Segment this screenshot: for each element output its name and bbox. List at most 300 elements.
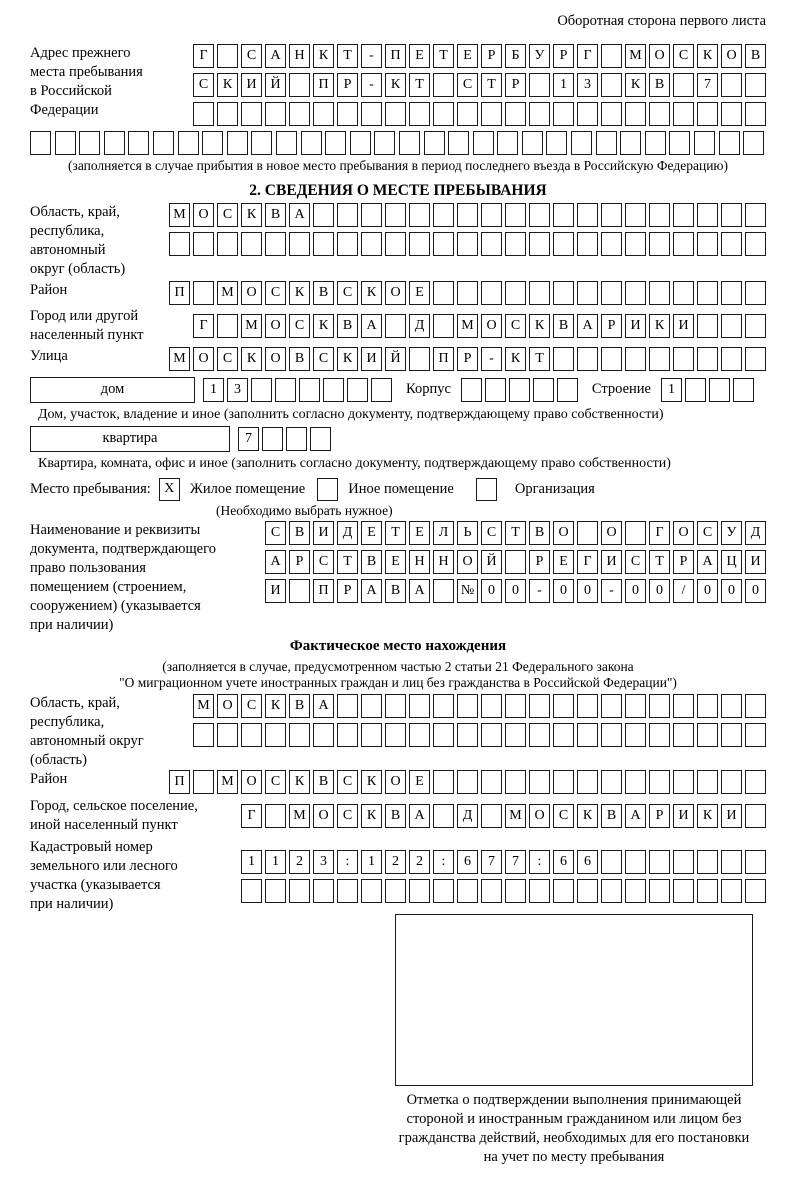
char-cell[interactable]: 2 xyxy=(409,850,430,874)
char-cell[interactable] xyxy=(481,203,502,227)
char-cell[interactable] xyxy=(193,232,214,256)
char-cell[interactable]: О xyxy=(265,347,286,371)
char-cell[interactable] xyxy=(625,232,646,256)
char-cell[interactable] xyxy=(153,131,174,155)
char-cell[interactable] xyxy=(457,281,478,305)
char-cell[interactable]: О xyxy=(241,770,262,794)
char-cell[interactable]: 7 xyxy=(697,73,718,97)
char-cell[interactable] xyxy=(625,879,646,903)
char-cell[interactable]: 0 xyxy=(553,579,574,603)
char-cell[interactable]: - xyxy=(529,579,550,603)
char-cell[interactable] xyxy=(553,347,574,371)
char-cell[interactable] xyxy=(262,427,283,451)
char-cell[interactable]: Н xyxy=(409,550,430,574)
char-cell[interactable] xyxy=(745,203,766,227)
char-cell[interactable]: Е xyxy=(409,44,430,68)
char-cell[interactable] xyxy=(457,203,478,227)
char-cell[interactable] xyxy=(505,281,526,305)
char-cell[interactable]: А xyxy=(361,314,382,338)
char-cell[interactable] xyxy=(337,723,358,747)
char-cell[interactable] xyxy=(481,694,502,718)
char-cell[interactable] xyxy=(522,131,543,155)
char-cell[interactable]: 3 xyxy=(577,73,598,97)
char-cell[interactable]: О xyxy=(313,804,334,828)
char-cell[interactable]: 6 xyxy=(457,850,478,874)
char-cell[interactable] xyxy=(649,879,670,903)
char-cell[interactable] xyxy=(685,378,706,402)
char-cell[interactable]: А xyxy=(265,550,286,574)
char-cell[interactable]: Д xyxy=(745,521,766,545)
char-cell[interactable]: С xyxy=(337,281,358,305)
char-cell[interactable]: В xyxy=(265,203,286,227)
char-cell[interactable] xyxy=(385,723,406,747)
char-cell[interactable] xyxy=(457,694,478,718)
char-cell[interactable] xyxy=(265,723,286,747)
char-cell[interactable] xyxy=(694,131,715,155)
char-cell[interactable]: Д xyxy=(337,521,358,545)
char-cell[interactable] xyxy=(241,723,262,747)
char-cell[interactable] xyxy=(601,694,622,718)
char-cell[interactable] xyxy=(577,203,598,227)
char-cell[interactable] xyxy=(128,131,149,155)
char-cell[interactable]: Р xyxy=(505,73,526,97)
char-cell[interactable] xyxy=(553,281,574,305)
char-cell[interactable] xyxy=(217,102,238,126)
char-cell[interactable]: В xyxy=(289,521,310,545)
char-cell[interactable]: П xyxy=(433,347,454,371)
char-cell[interactable] xyxy=(673,73,694,97)
char-cell[interactable] xyxy=(265,232,286,256)
char-cell[interactable]: О xyxy=(193,203,214,227)
char-cell[interactable] xyxy=(673,203,694,227)
char-cell[interactable] xyxy=(697,723,718,747)
char-cell[interactable]: А xyxy=(409,804,430,828)
char-cell[interactable] xyxy=(721,347,742,371)
char-cell[interactable]: У xyxy=(721,521,742,545)
char-cell[interactable] xyxy=(385,879,406,903)
char-cell[interactable] xyxy=(529,723,550,747)
char-cell[interactable] xyxy=(193,770,214,794)
char-cell[interactable] xyxy=(409,879,430,903)
char-cell[interactable]: В xyxy=(361,550,382,574)
char-cell[interactable]: С xyxy=(313,550,334,574)
char-cell[interactable] xyxy=(529,203,550,227)
char-cell[interactable]: 3 xyxy=(313,850,334,874)
char-cell[interactable]: О xyxy=(649,44,670,68)
char-cell[interactable] xyxy=(275,378,296,402)
char-cell[interactable] xyxy=(325,131,346,155)
char-cell[interactable] xyxy=(673,723,694,747)
char-cell[interactable] xyxy=(448,131,469,155)
char-cell[interactable] xyxy=(649,694,670,718)
char-cell[interactable]: К xyxy=(577,804,598,828)
char-cell[interactable] xyxy=(601,850,622,874)
checkbox-inoe-pomeshchenie[interactable] xyxy=(317,478,338,501)
char-cell[interactable] xyxy=(553,694,574,718)
char-cell[interactable] xyxy=(697,347,718,371)
char-cell[interactable] xyxy=(361,102,382,126)
char-cell[interactable] xyxy=(217,723,238,747)
char-cell[interactable] xyxy=(433,804,454,828)
char-cell[interactable] xyxy=(289,73,310,97)
char-cell[interactable] xyxy=(265,102,286,126)
char-cell[interactable]: Г xyxy=(577,44,598,68)
char-cell[interactable] xyxy=(361,694,382,718)
char-cell[interactable] xyxy=(697,694,718,718)
char-cell[interactable]: О xyxy=(721,44,742,68)
char-cell[interactable]: У xyxy=(529,44,550,68)
char-cell[interactable] xyxy=(721,850,742,874)
char-cell[interactable] xyxy=(721,203,742,227)
char-cell[interactable] xyxy=(721,770,742,794)
char-cell[interactable] xyxy=(461,378,482,402)
char-cell[interactable] xyxy=(55,131,76,155)
char-cell[interactable] xyxy=(505,102,526,126)
char-cell[interactable] xyxy=(697,770,718,794)
char-cell[interactable]: 7 xyxy=(238,427,259,451)
char-cell[interactable] xyxy=(577,879,598,903)
char-cell[interactable]: К xyxy=(313,314,334,338)
char-cell[interactable]: Р xyxy=(337,579,358,603)
char-cell[interactable] xyxy=(310,427,331,451)
char-cell[interactable]: О xyxy=(673,521,694,545)
char-cell[interactable] xyxy=(505,879,526,903)
char-cell[interactable]: 2 xyxy=(289,850,310,874)
char-cell[interactable] xyxy=(553,879,574,903)
char-cell[interactable] xyxy=(289,579,310,603)
char-cell[interactable] xyxy=(289,879,310,903)
char-cell[interactable] xyxy=(505,203,526,227)
char-cell[interactable] xyxy=(546,131,567,155)
char-cell[interactable] xyxy=(485,378,506,402)
char-cell[interactable]: В xyxy=(313,281,334,305)
char-cell[interactable] xyxy=(481,723,502,747)
char-cell[interactable]: И xyxy=(673,804,694,828)
char-cell[interactable]: М xyxy=(241,314,262,338)
char-cell[interactable] xyxy=(337,879,358,903)
char-cell[interactable] xyxy=(202,131,223,155)
char-cell[interactable]: М xyxy=(169,347,190,371)
char-cell[interactable]: С xyxy=(289,314,310,338)
char-cell[interactable]: 0 xyxy=(721,579,742,603)
char-cell[interactable] xyxy=(601,723,622,747)
char-cell[interactable]: Е xyxy=(409,521,430,545)
char-cell[interactable]: Т xyxy=(337,44,358,68)
char-cell[interactable] xyxy=(553,723,574,747)
char-cell[interactable] xyxy=(745,102,766,126)
char-cell[interactable] xyxy=(745,723,766,747)
char-cell[interactable]: 1 xyxy=(553,73,574,97)
char-cell[interactable]: В xyxy=(289,694,310,718)
char-cell[interactable]: 2 xyxy=(385,850,406,874)
char-cell[interactable] xyxy=(553,770,574,794)
char-cell[interactable] xyxy=(625,281,646,305)
char-cell[interactable]: А xyxy=(697,550,718,574)
char-cell[interactable]: Д xyxy=(409,314,430,338)
char-cell[interactable] xyxy=(217,314,238,338)
char-cell[interactable]: А xyxy=(625,804,646,828)
char-cell[interactable]: О xyxy=(385,770,406,794)
char-cell[interactable]: Й xyxy=(481,550,502,574)
char-cell[interactable] xyxy=(299,378,320,402)
char-cell[interactable] xyxy=(337,694,358,718)
char-cell[interactable]: 7 xyxy=(505,850,526,874)
char-cell[interactable] xyxy=(625,850,646,874)
char-cell[interactable] xyxy=(673,850,694,874)
char-cell[interactable]: Ц xyxy=(721,550,742,574)
char-cell[interactable] xyxy=(697,203,718,227)
char-cell[interactable] xyxy=(697,232,718,256)
char-cell[interactable] xyxy=(350,131,371,155)
char-cell[interactable] xyxy=(217,44,238,68)
char-cell[interactable]: К xyxy=(289,770,310,794)
char-cell[interactable]: 1 xyxy=(241,850,262,874)
char-cell[interactable] xyxy=(697,102,718,126)
char-cell[interactable] xyxy=(745,694,766,718)
char-cell[interactable] xyxy=(649,723,670,747)
checkbox-organizatsiya[interactable] xyxy=(476,478,497,501)
char-cell[interactable]: И xyxy=(241,73,262,97)
char-cell[interactable]: М xyxy=(217,281,238,305)
char-cell[interactable] xyxy=(505,232,526,256)
char-cell[interactable] xyxy=(286,427,307,451)
char-cell[interactable]: Т xyxy=(529,347,550,371)
char-cell[interactable] xyxy=(241,879,262,903)
char-cell[interactable]: К xyxy=(265,694,286,718)
char-cell[interactable] xyxy=(601,281,622,305)
char-cell[interactable] xyxy=(673,102,694,126)
char-cell[interactable] xyxy=(457,879,478,903)
char-cell[interactable]: О xyxy=(265,314,286,338)
char-cell[interactable] xyxy=(577,102,598,126)
char-cell[interactable] xyxy=(697,314,718,338)
char-cell[interactable]: Е xyxy=(457,44,478,68)
char-cell[interactable]: 6 xyxy=(577,850,598,874)
char-cell[interactable]: К xyxy=(361,804,382,828)
char-cell[interactable]: О xyxy=(193,347,214,371)
char-cell[interactable] xyxy=(313,102,334,126)
char-cell[interactable]: Г xyxy=(193,44,214,68)
char-cell[interactable]: С xyxy=(313,347,334,371)
char-cell[interactable] xyxy=(601,770,622,794)
char-cell[interactable]: Е xyxy=(553,550,574,574)
char-cell[interactable] xyxy=(673,879,694,903)
char-cell[interactable]: С xyxy=(217,203,238,227)
char-cell[interactable] xyxy=(596,131,617,155)
char-cell[interactable]: М xyxy=(193,694,214,718)
char-cell[interactable] xyxy=(289,232,310,256)
char-cell[interactable] xyxy=(481,770,502,794)
char-cell[interactable] xyxy=(745,770,766,794)
char-cell[interactable] xyxy=(265,879,286,903)
char-cell[interactable]: : xyxy=(337,850,358,874)
char-cell[interactable] xyxy=(620,131,641,155)
char-cell[interactable] xyxy=(79,131,100,155)
char-cell[interactable] xyxy=(625,102,646,126)
char-cell[interactable] xyxy=(721,723,742,747)
char-cell[interactable]: В xyxy=(745,44,766,68)
char-cell[interactable] xyxy=(571,131,592,155)
char-cell[interactable] xyxy=(385,102,406,126)
char-cell[interactable]: Р xyxy=(457,347,478,371)
char-cell[interactable] xyxy=(721,694,742,718)
char-cell[interactable] xyxy=(265,804,286,828)
char-cell[interactable] xyxy=(745,347,766,371)
char-cell[interactable]: Д xyxy=(457,804,478,828)
char-cell[interactable] xyxy=(385,694,406,718)
char-cell[interactable]: Р xyxy=(529,550,550,574)
char-cell[interactable] xyxy=(649,770,670,794)
char-cell[interactable]: Г xyxy=(577,550,598,574)
char-cell[interactable]: Р xyxy=(673,550,694,574)
char-cell[interactable] xyxy=(719,131,740,155)
char-cell[interactable]: А xyxy=(361,579,382,603)
char-cell[interactable] xyxy=(577,521,598,545)
char-cell[interactable] xyxy=(409,232,430,256)
char-cell[interactable] xyxy=(721,102,742,126)
char-cell[interactable] xyxy=(745,314,766,338)
char-cell[interactable] xyxy=(721,232,742,256)
checkbox-zhiloe-pomeshchenie[interactable]: X xyxy=(159,478,180,501)
char-cell[interactable]: Й xyxy=(385,347,406,371)
char-cell[interactable] xyxy=(409,102,430,126)
char-cell[interactable]: С xyxy=(481,521,502,545)
char-cell[interactable] xyxy=(337,102,358,126)
char-cell[interactable]: А xyxy=(289,203,310,227)
char-cell[interactable]: С xyxy=(265,521,286,545)
char-cell[interactable] xyxy=(457,232,478,256)
char-cell[interactable] xyxy=(577,281,598,305)
char-cell[interactable] xyxy=(481,879,502,903)
char-cell[interactable]: М xyxy=(217,770,238,794)
char-cell[interactable] xyxy=(505,550,526,574)
char-cell[interactable]: Е xyxy=(409,770,430,794)
char-cell[interactable]: В xyxy=(529,521,550,545)
char-cell[interactable] xyxy=(529,232,550,256)
char-cell[interactable] xyxy=(409,203,430,227)
char-cell[interactable] xyxy=(669,131,690,155)
char-cell[interactable] xyxy=(733,378,754,402)
char-cell[interactable] xyxy=(361,879,382,903)
char-cell[interactable] xyxy=(721,73,742,97)
char-cell[interactable] xyxy=(697,850,718,874)
char-cell[interactable] xyxy=(409,347,430,371)
char-cell[interactable] xyxy=(673,694,694,718)
char-cell[interactable]: К xyxy=(505,347,526,371)
char-cell[interactable]: А xyxy=(577,314,598,338)
char-cell[interactable]: М xyxy=(625,44,646,68)
char-cell[interactable] xyxy=(673,770,694,794)
char-cell[interactable] xyxy=(289,102,310,126)
char-cell[interactable]: : xyxy=(529,850,550,874)
char-cell[interactable]: С xyxy=(265,770,286,794)
char-cell[interactable] xyxy=(433,102,454,126)
char-cell[interactable] xyxy=(601,44,622,68)
char-cell[interactable] xyxy=(745,73,766,97)
char-cell[interactable] xyxy=(625,723,646,747)
char-cell[interactable] xyxy=(399,131,420,155)
char-cell[interactable]: И xyxy=(361,347,382,371)
char-cell[interactable]: С xyxy=(337,770,358,794)
char-cell[interactable]: К xyxy=(649,314,670,338)
char-cell[interactable] xyxy=(529,694,550,718)
char-cell[interactable]: В xyxy=(553,314,574,338)
char-cell[interactable]: К xyxy=(217,73,238,97)
char-cell[interactable]: 7 xyxy=(481,850,502,874)
char-cell[interactable]: С xyxy=(241,44,262,68)
char-cell[interactable] xyxy=(601,203,622,227)
char-cell[interactable]: / xyxy=(673,579,694,603)
char-cell[interactable] xyxy=(217,232,238,256)
char-cell[interactable]: Н xyxy=(433,550,454,574)
char-cell[interactable] xyxy=(251,378,272,402)
char-cell[interactable] xyxy=(649,203,670,227)
char-cell[interactable]: Ь xyxy=(457,521,478,545)
char-cell[interactable] xyxy=(673,281,694,305)
char-cell[interactable] xyxy=(433,723,454,747)
char-cell[interactable]: О xyxy=(481,314,502,338)
char-cell[interactable]: Т xyxy=(481,73,502,97)
char-cell[interactable]: И xyxy=(625,314,646,338)
char-cell[interactable] xyxy=(371,378,392,402)
char-cell[interactable] xyxy=(649,281,670,305)
char-cell[interactable] xyxy=(433,203,454,227)
char-cell[interactable]: М xyxy=(505,804,526,828)
char-cell[interactable]: 0 xyxy=(577,579,598,603)
char-cell[interactable] xyxy=(104,131,125,155)
char-cell[interactable] xyxy=(276,131,297,155)
char-cell[interactable] xyxy=(374,131,395,155)
char-cell[interactable]: Е xyxy=(409,281,430,305)
char-cell[interactable] xyxy=(473,131,494,155)
char-cell[interactable]: Н xyxy=(289,44,310,68)
char-cell[interactable]: К xyxy=(289,281,310,305)
char-cell[interactable]: 1 xyxy=(203,378,224,402)
char-cell[interactable]: 0 xyxy=(697,579,718,603)
char-cell[interactable]: К xyxy=(337,347,358,371)
char-cell[interactable]: П xyxy=(169,281,190,305)
char-cell[interactable]: В xyxy=(289,347,310,371)
char-cell[interactable] xyxy=(553,232,574,256)
char-cell[interactable]: Й xyxy=(265,73,286,97)
char-cell[interactable]: К xyxy=(313,44,334,68)
char-cell[interactable]: 0 xyxy=(505,579,526,603)
char-cell[interactable]: 3 xyxy=(227,378,248,402)
char-cell[interactable] xyxy=(529,281,550,305)
char-cell[interactable]: К xyxy=(241,203,262,227)
char-cell[interactable] xyxy=(553,102,574,126)
char-cell[interactable]: В xyxy=(649,73,670,97)
char-cell[interactable] xyxy=(601,879,622,903)
char-cell[interactable] xyxy=(361,232,382,256)
char-cell[interactable] xyxy=(433,232,454,256)
char-cell[interactable]: Р xyxy=(337,73,358,97)
char-cell[interactable] xyxy=(745,850,766,874)
char-cell[interactable]: - xyxy=(361,44,382,68)
char-cell[interactable]: 0 xyxy=(745,579,766,603)
char-cell[interactable]: О xyxy=(601,521,622,545)
char-cell[interactable]: К xyxy=(361,281,382,305)
char-cell[interactable]: В xyxy=(601,804,622,828)
char-cell[interactable] xyxy=(169,232,190,256)
char-cell[interactable]: С xyxy=(505,314,526,338)
char-cell[interactable] xyxy=(409,723,430,747)
char-cell[interactable] xyxy=(241,232,262,256)
char-cell[interactable]: О xyxy=(457,550,478,574)
char-cell[interactable] xyxy=(697,879,718,903)
char-cell[interactable] xyxy=(557,378,578,402)
char-cell[interactable]: С xyxy=(265,281,286,305)
